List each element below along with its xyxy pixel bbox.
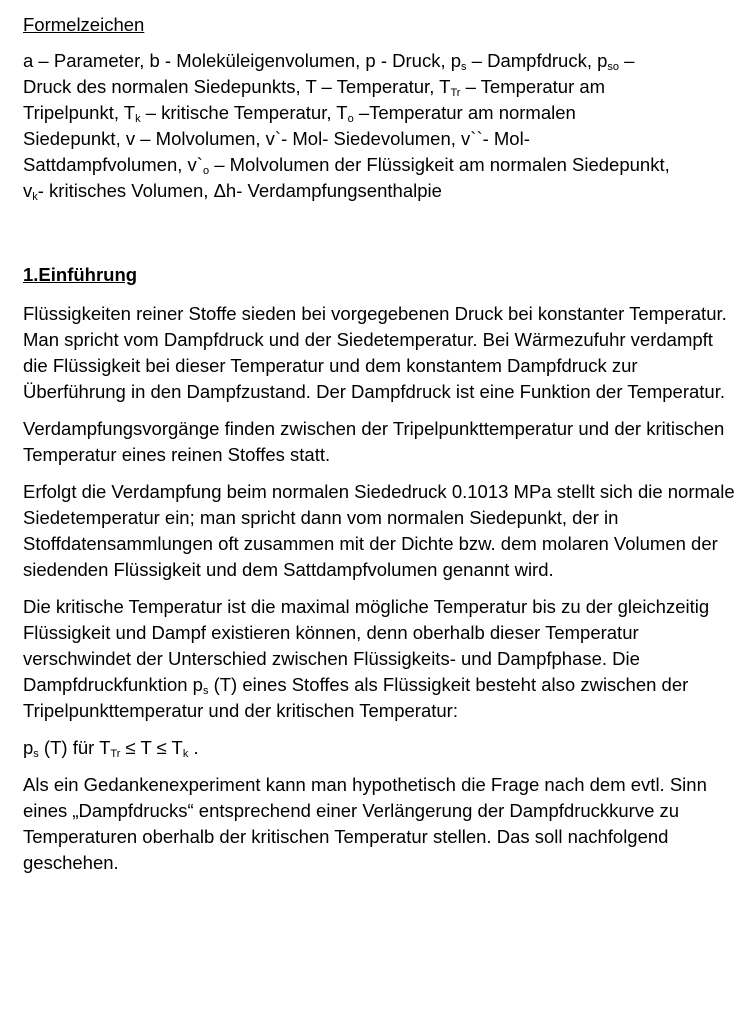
symbols-text: – kritische Temperatur, T <box>140 102 348 123</box>
section-title: 1.Einführung <box>23 264 138 285</box>
formula-line <box>23 735 735 761</box>
symbols-subscript: Tr <box>450 87 461 99</box>
symbols-text: a – Parameter, b - Moleküleigenvolumen, p - Druck, p <box>23 50 462 71</box>
document-page <box>23 12 735 876</box>
paragraph: Erfolgt die Verdampfung beim normalen Siededruck 0.1013 MPa stellt sich die normale Siedetemperatur ein; man spricht dann vom normalen Siedepunkt, der in Stoffdatensammlungen oft zusammen mit der Dichte bzw. dem molaren Volumen der siedenden Flüssigkeit und dem Sattdampfvolumen genannt wird. <box>23 481 735 580</box>
formula-text: (T) für T <box>38 737 111 758</box>
formula-text: p <box>23 737 34 758</box>
symbols-text: Druck des normalen Siedepunkts, T – Temperatur, T <box>23 76 451 97</box>
paragraph-critical-temperature <box>23 594 735 724</box>
paragraph: Verdampfungsvorgänge finden zwischen der Tripelpunkttemperatur und der kritischen Temperatur eines reinen Stoffes statt. <box>23 418 725 465</box>
symbols-text: – <box>619 50 635 71</box>
symbols-subscript: k <box>32 191 38 203</box>
symbols-list <box>23 48 735 204</box>
symbols-line <box>23 48 735 74</box>
symbols-text: – Dampfdruck, p <box>466 50 608 71</box>
symbols-subscript: k <box>135 113 141 125</box>
symbols-text: –Temperatur am normalen <box>353 102 576 123</box>
paragraph-text: Die kritische Temperatur ist die maximal mögliche Temperatur bis zu der gleichzeitig Flüssigkeit und Dampf existieren können, denn oberhalb dieser Temperatur verschwindet der Unterschied zwischen Flüssigkeits- und Dampfphase. Die Dampfdruckfunktion p <box>23 596 710 695</box>
symbols-text: – Temperatur am <box>460 76 606 97</box>
symbols-line <box>23 126 735 152</box>
symbols-subscript: o <box>347 113 354 125</box>
formula-subscript: s <box>33 748 39 760</box>
symbols-text: Sattdampfvolumen, v` <box>23 154 203 175</box>
symbols-line <box>23 74 735 100</box>
paragraph-text: (T) eines Stoffes als Flüssigkeit besteht also zwischen der Tripelpunkttemperatur und der kritischen Temperatur: <box>23 674 689 721</box>
formula-text: . <box>188 737 199 758</box>
formula-text: ≤ T ≤ T <box>120 737 183 758</box>
paragraph: Als ein Gedankenexperiment kann man hypothetisch die Frage nach dem evtl. Sinn eines „Dampfdrucks“ entsprechend einer Verlängerung der Dampfdruckkurve zu Temperaturen oberhalb der kritischen Temperatur stellen. Das soll nachfolgend geschehen. <box>23 774 707 873</box>
formula-subscript: Tr <box>110 748 121 760</box>
paragraph-subscript: s <box>202 685 209 697</box>
paragraph: Flüssigkeiten reiner Stoffe sieden bei vorgegebenen Druck bei konstanter Temperatur. Man spricht vom Dampfdruck und der Siedetemperatur. Bei Wärmezufuhr verdampft die Flüssigkeit bei dieser Temperatur und dem konstantem Dampfdruck zur Überführung in den Dampfzustand. Der Dampfdruck ist eine Funktion der Temperatur. <box>23 303 727 402</box>
symbols-text: Tripelpunkt, T <box>23 102 136 123</box>
symbols-line <box>23 152 735 178</box>
symbols-text: Siedepunkt, v – Molvolumen, v`- Mol- Siedevolumen, v``- Mol- <box>23 128 530 149</box>
symbols-line <box>23 100 735 126</box>
symbols-subscript: o <box>202 165 210 177</box>
symbols-subscript: so <box>607 61 620 73</box>
symbols-heading: Formelzeichen <box>23 14 145 35</box>
symbols-subscript: s <box>461 61 467 73</box>
symbols-text: v <box>23 180 33 201</box>
symbols-line <box>23 178 735 204</box>
symbols-text: – Molvolumen der Flüssigkeit am normalen Siedepunkt, <box>209 154 670 175</box>
formula-subscript: k <box>182 748 189 760</box>
symbols-text: - kritisches Volumen, Δh- Verdampfungsenthalpie <box>37 180 442 201</box>
